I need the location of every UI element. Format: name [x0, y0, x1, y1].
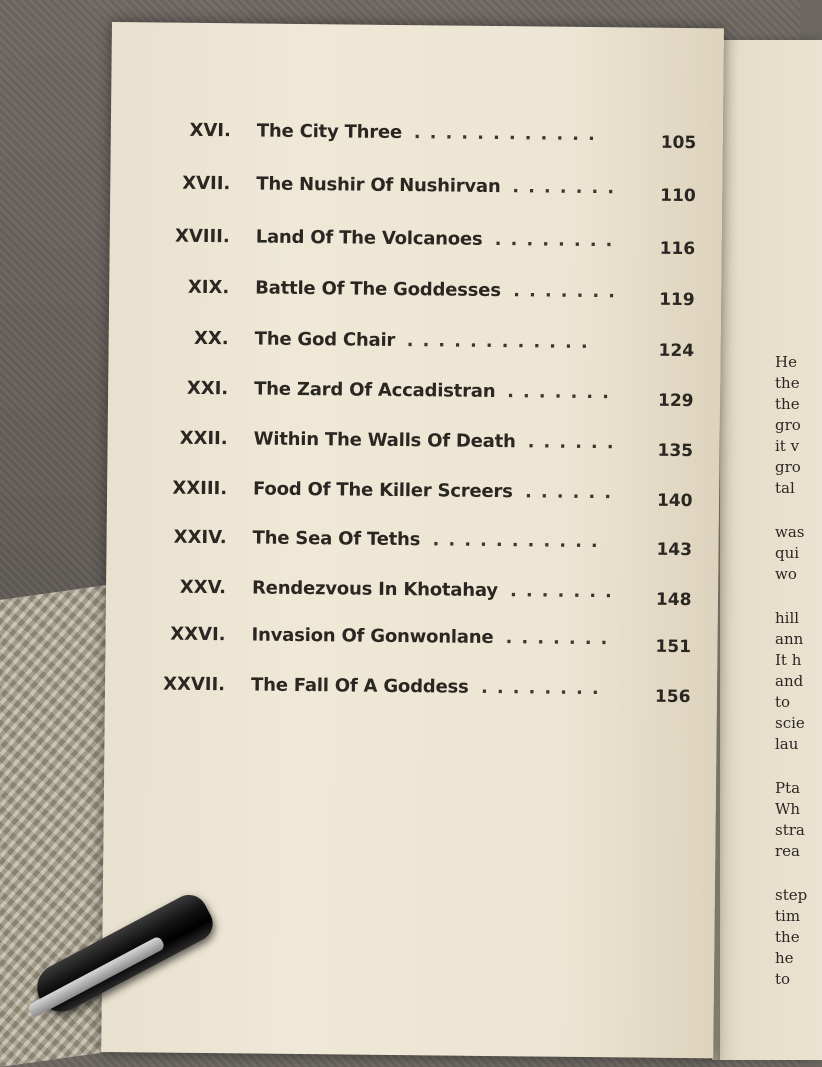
right-page-fragment: gro	[775, 458, 801, 476]
right-page-fragment: was	[775, 523, 805, 541]
page-number: 110	[660, 185, 696, 207]
chapter-title: Battle Of The Goddesses	[255, 277, 501, 302]
chapter-numeral: XIX.	[187, 276, 230, 299]
chapter-title: The City Three	[256, 120, 403, 144]
right-page-fragment: gro	[775, 416, 801, 434]
page-number: 116	[659, 238, 696, 260]
chapter-numeral: XXI.	[186, 377, 229, 400]
right-page-fragment: qui	[775, 544, 800, 562]
toc-entry	[110, 225, 700, 261]
leader-dots: ........	[494, 229, 622, 252]
toc-entry	[109, 276, 699, 312]
leader-dots: ......	[527, 431, 623, 454]
right-page-fragment: the	[775, 374, 800, 392]
page-number: 143	[656, 539, 693, 561]
leader-dots: ...........	[432, 529, 607, 553]
chapter-numeral: XXVI.	[170, 623, 226, 646]
right-page-fragment: lau	[775, 735, 799, 753]
right-page-fragment: Wh	[775, 800, 801, 818]
toc-entry	[111, 119, 701, 155]
leader-dots: ........	[480, 676, 608, 700]
leader-dots: ............	[413, 122, 605, 146]
chapter-title: Within The Walls Of Death	[253, 428, 516, 453]
right-page-fragment: scie	[775, 714, 805, 732]
toc-entry	[107, 427, 697, 463]
toc-entry	[106, 576, 696, 612]
chapter-title: The Nushir Of Nushirvan	[256, 173, 501, 198]
chapter-numeral: XXV.	[179, 576, 227, 599]
right-page-fragment: It h	[775, 651, 802, 669]
chapter-numeral: XXVII.	[163, 673, 226, 696]
page-number: 135	[657, 440, 694, 462]
page-number: 140	[656, 490, 693, 512]
chapter-numeral: XVI.	[189, 119, 231, 142]
chapter-numeral: XXIV.	[173, 526, 227, 549]
toc-entry	[106, 526, 696, 562]
toc-entry	[105, 673, 695, 709]
right-page-fragment: wo	[775, 565, 797, 583]
toc-entry	[108, 327, 698, 363]
chapter-numeral: XVII.	[182, 172, 231, 195]
right-page-fragment: to	[775, 970, 791, 988]
chapter-numeral: XVIII.	[174, 225, 230, 248]
toc-entry	[107, 477, 697, 513]
chapter-title: The Fall Of A Goddess	[250, 674, 469, 698]
right-page-fragment: stra	[775, 821, 805, 839]
right-page-fragment: to	[775, 693, 791, 711]
chapter-title: The Zard Of Accadistran	[254, 378, 496, 403]
right-page-fragment: the	[775, 395, 800, 413]
page-number: 119	[659, 289, 695, 311]
right-page-fragment: step	[775, 886, 808, 904]
right-page-fragment: the	[775, 928, 800, 946]
toc-entry	[108, 377, 698, 413]
right-page-fragment: rea	[775, 842, 800, 860]
leader-dots: .......	[507, 381, 619, 404]
chapter-title: Land Of The Volcanoes	[255, 226, 483, 250]
leader-dots: .......	[512, 176, 624, 199]
leader-dots: .......	[513, 280, 625, 303]
leader-dots: ............	[406, 330, 597, 354]
right-page-fragment: ann	[775, 630, 804, 648]
chapter-numeral: XXII.	[179, 427, 228, 450]
chapter-title: Rendezvous In Khotahay	[251, 577, 498, 602]
chapter-numeral: XXIII.	[172, 477, 228, 500]
right-page-fragment: and	[775, 672, 804, 690]
right-page-fragment: tal	[775, 479, 795, 497]
right-page	[712, 40, 822, 1060]
chapter-title: The God Chair	[254, 328, 396, 351]
page-number: 156	[654, 686, 691, 708]
page-number: 105	[660, 132, 697, 154]
right-page-fragment: He	[775, 353, 797, 371]
leader-dots: ......	[524, 481, 621, 504]
chapter-title: Food Of The Killer Screers	[253, 478, 513, 503]
right-page-fragment: hill	[775, 609, 800, 627]
toc-entry	[105, 623, 695, 659]
page-number: 124	[658, 340, 695, 362]
right-page-fragment: it v	[775, 437, 800, 455]
page-number: 148	[655, 589, 692, 611]
page-number: 129	[657, 390, 694, 412]
page-number: 151	[655, 636, 692, 658]
chapter-title: Invasion Of Gonwonlane	[251, 624, 494, 649]
leader-dots: .......	[505, 627, 617, 650]
right-page-fragment: tim	[775, 907, 801, 925]
chapter-numeral: XX.	[193, 327, 229, 350]
toc-entry	[110, 172, 700, 208]
chapter-title: The Sea Of Teths	[252, 527, 421, 551]
leader-dots: .......	[509, 580, 622, 603]
right-page-fragment: he	[775, 949, 794, 967]
right-page-fragment: Pta	[775, 779, 801, 797]
